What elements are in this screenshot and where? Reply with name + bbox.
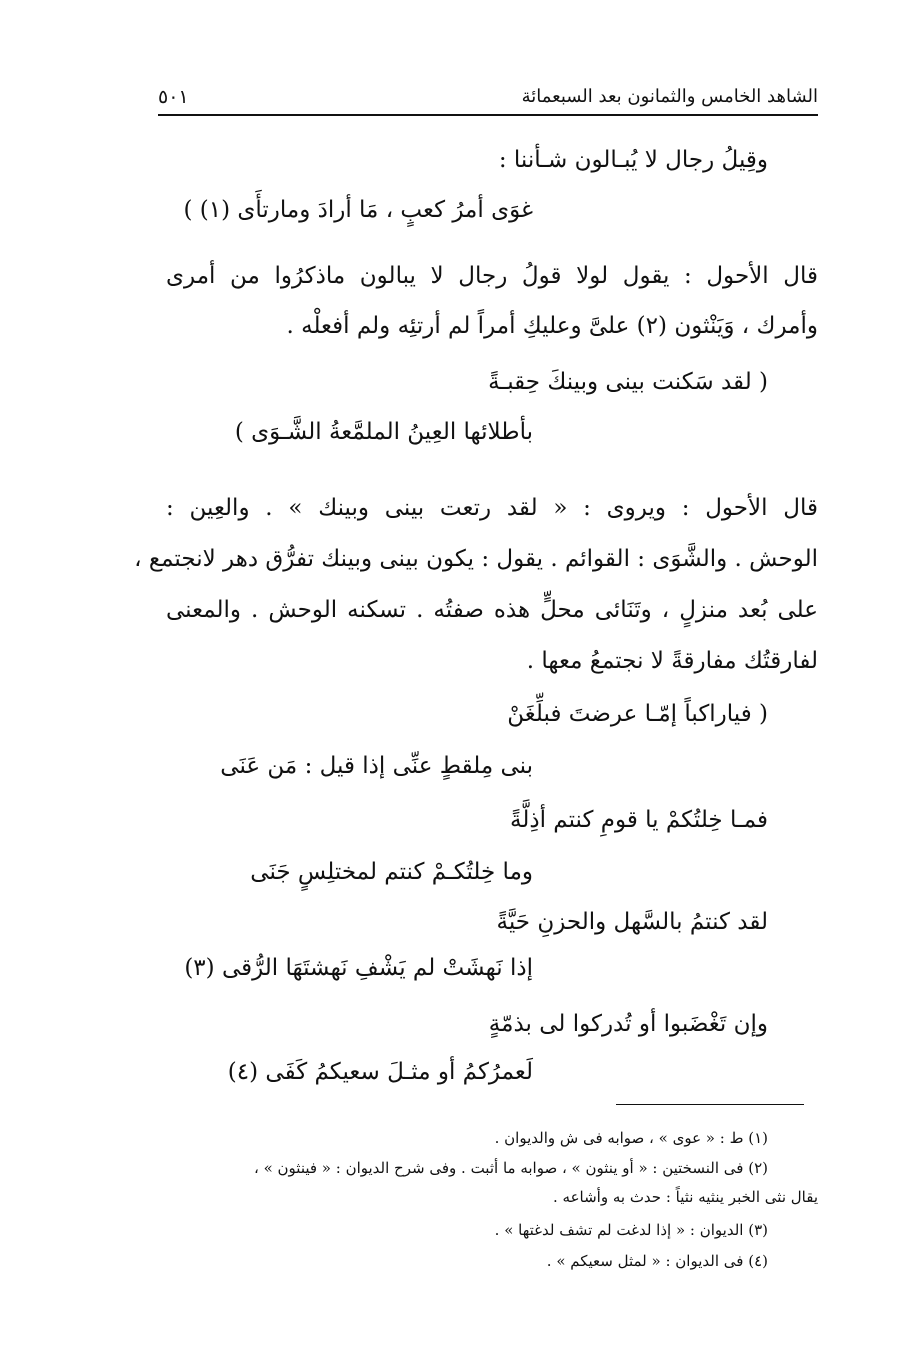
- running-title: الشاهد الخامس والثمانون بعد السبعمائة: [521, 86, 818, 107]
- verse-line: فمـا خِلتُكمْ يا قومِ كنتم أذِلَّةً: [509, 807, 768, 833]
- verse-line: وما خِلتُكـمْ كنتم لمختلِسٍ جَنَى: [250, 859, 533, 885]
- commentary-line: على بُعد منزلٍ ، وتَنَائى محلٍّ هذه صفتُه . تسكنه الوحش . والمعنى: [166, 597, 818, 623]
- verse-line: وقِيلُ رجال لا يُبـالون شـأننا :: [498, 147, 768, 173]
- commentary-line: قال الأحول : ويروى : « لقد رتعت بينى وبينك » . والعِين :: [166, 495, 818, 521]
- verse-line: ( لقد سَكنت بينى وبينكَ حِقبـةً: [488, 369, 768, 395]
- footnote: يقال نثى الخبر ينثيه نثياً : حدث به وأشاعه .: [552, 1188, 818, 1206]
- verse-line: لقد كنتمُ بالسَّهل والحزنِ حَيَّةً: [496, 909, 768, 935]
- footnote: (٢) فى النسختين : « أو ينثون » ، صوابه ما أثبت . وفى شرح الديوان : « فينثون » ،: [253, 1159, 768, 1177]
- verse-line: غوَى أمرُ كعبٍ ، مَا أرادَ ومارتأَى (١) ): [183, 197, 533, 223]
- footnote: (٤) فى الديوان : « لمثل سعيكم » .: [546, 1252, 768, 1270]
- page-header: [158, 86, 818, 112]
- page-number: ٥٠١: [158, 86, 189, 108]
- footnote: (١) ط : « عوى » ، صوابه فى ش والديوان .: [494, 1129, 768, 1147]
- footnote: (٣) الديوان : « إذا لدغت لم تشف لدغتها » .: [494, 1221, 768, 1239]
- commentary-line: لفارقتُك مفارقةً لا نجتمعُ معها .: [526, 648, 818, 674]
- commentary-line: قال الأحول : يقول لولا قولُ رجال لا يبالون ماذكرُوا من أمرى: [166, 263, 818, 289]
- verse-line: وإن تَغْضَبوا أو تُدركوا لى بذمّةٍ: [488, 1011, 768, 1037]
- commentary-line: الوحش . والشَّوَى : القوائم . يقول : يكون بينى وبينك تفرُّق دهر لانجتمع ،: [134, 546, 818, 572]
- verse-line: بنى مِلقطٍ عنِّى إذا قيل : مَن عَنَى: [220, 753, 533, 779]
- header-rule: [158, 114, 818, 116]
- verse-line: لَعمرُكمُ أو مثـلَ سعيكمُ كَفَى (٤): [227, 1059, 533, 1085]
- verse-line: بأطلائها العِينُ الملمَّعةُ الشَّـوَى ): [234, 419, 533, 445]
- verse-line: ( فياراكباً إمّـا عرضتَ فبلِّغَنْ: [507, 701, 768, 727]
- footnote-rule: [616, 1104, 804, 1105]
- commentary-line: وأمرك ، وَيَنْثون (٢) علىَّ وعليكِ أمراً لم أرتئِه ولم أفعلْه .: [286, 313, 818, 339]
- verse-line: إذا نَهشَتْ لم يَشْفِ نَهشتَهَا الرُّقى (٣): [184, 955, 533, 981]
